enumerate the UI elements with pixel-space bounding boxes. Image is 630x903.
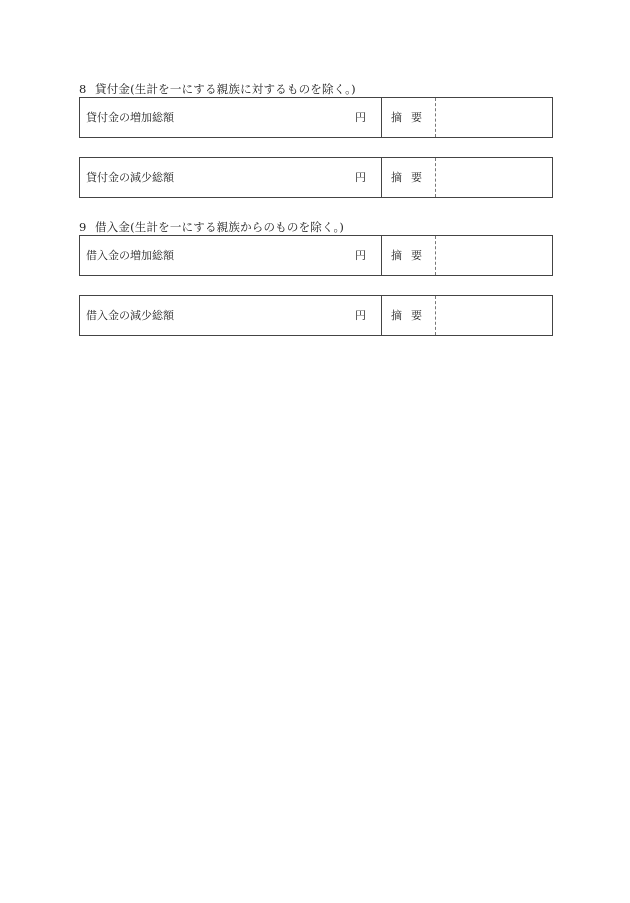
column-divider	[381, 98, 382, 137]
section-title: 貸付金(生計を一にする親族に対するものを除く。)	[95, 82, 356, 96]
section-number: 9	[79, 220, 87, 234]
borrowing-increase-row	[79, 235, 553, 276]
dashed-divider	[435, 158, 436, 197]
yen-unit: 円	[355, 111, 366, 124]
loan-decrease-row	[79, 157, 553, 198]
section-number: 8	[79, 82, 87, 96]
summary-label: 摘要	[391, 249, 431, 262]
yen-unit: 円	[355, 249, 366, 262]
summary-label: 摘要	[391, 111, 431, 124]
section-loans-receivable	[79, 82, 553, 198]
section-title: 借入金(生計を一にする親族からのものを除く。)	[95, 220, 345, 234]
section-heading	[79, 82, 553, 96]
row-label: 借入金の増加総額	[86, 249, 174, 262]
row-label: 貸付金の増加総額	[86, 111, 174, 124]
summary-label: 摘要	[391, 309, 431, 322]
column-divider	[381, 296, 382, 335]
column-divider	[381, 236, 382, 275]
row-label: 貸付金の減少総額	[86, 171, 174, 184]
section-borrowings	[79, 220, 553, 336]
loan-increase-row	[79, 97, 553, 138]
dashed-divider	[435, 98, 436, 137]
borrowing-decrease-row	[79, 295, 553, 336]
yen-unit: 円	[355, 171, 366, 184]
dashed-divider	[435, 236, 436, 275]
yen-unit: 円	[355, 309, 366, 322]
dashed-divider	[435, 296, 436, 335]
section-heading	[79, 220, 553, 234]
summary-label: 摘要	[391, 171, 431, 184]
column-divider	[381, 158, 382, 197]
row-label: 借入金の減少総額	[86, 309, 174, 322]
